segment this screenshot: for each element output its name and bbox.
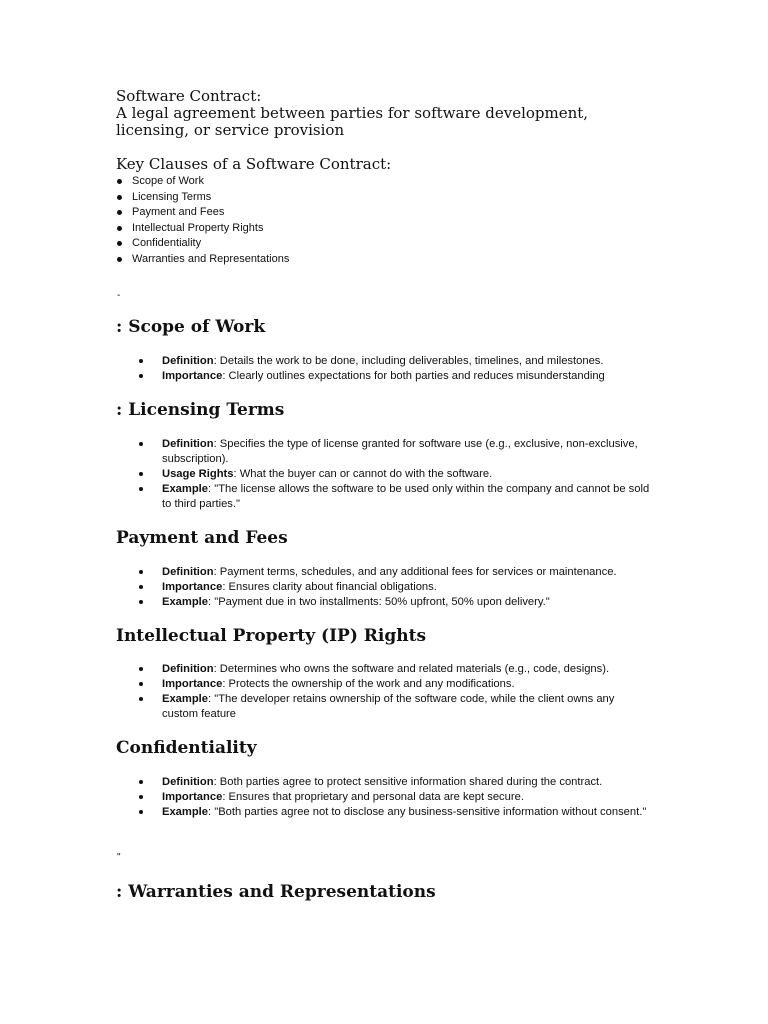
item-text: : Clearly outlines expectations for both parties and reduces misunderstanding [222,370,605,382]
section-heading-intellectual-property: Intellectual Property (IP) Rights [116,626,427,646]
item-label: Definition [162,438,214,450]
section-list-intellectual-property [162,662,652,722]
item-text: : Specifies the type of license granted for software use (e.g., exclusive, non-exclusive, subscription). [162,438,638,465]
section-item [162,580,652,595]
item-label: Usage Rights [162,468,234,480]
item-text: : What the buyer can or cannot do with the software. [233,468,493,480]
key-clause-item: Warranties and Representations [116,252,289,268]
item-label: Definition [162,566,214,578]
section-item [162,662,652,677]
item-label: Definition [162,663,214,675]
section-list-payment-and-fees [162,565,652,610]
item-label: Example [162,806,209,818]
section-item [162,467,652,482]
intro-title: Software Contract: [116,87,262,105]
item-text: : Ensures that proprietary and personal data are kept secure. [222,791,524,803]
section-item [162,565,652,580]
section-heading-confidentiality: Confidentiality [116,738,257,758]
section-item [162,790,652,805]
section-item [162,595,652,610]
section-item [162,775,652,790]
section-list-confidentiality [162,775,652,820]
section-item [162,437,652,467]
item-text: : "Payment due in two installments: 50% upfront, 50% upon delivery." [208,596,550,608]
item-text: : "Both parties agree not to disclose any business-sensitive information without consent." [208,806,647,818]
item-label: Example [162,596,209,608]
key-clause-item: Payment and Fees [116,205,289,221]
item-label: Definition [162,355,214,367]
section-heading-payment-and-fees: Payment and Fees [116,528,288,548]
key-clauses-heading: Key Clauses of a Software Contract: [116,155,392,173]
key-clauses-list [116,174,289,267]
item-label: Definition [162,776,214,788]
item-label: Importance [162,370,223,382]
item-text: : Ensures clarity about financial obligations. [222,581,437,593]
section-list-scope-of-work [162,354,652,384]
item-text: : Determines who owns the software and related materials (e.g., code, designs). [213,663,610,675]
item-text: : Both parties agree to protect sensitive information shared during the contract. [213,776,603,788]
key-clause-item: Intellectual Property Rights [116,221,289,237]
section-item [162,692,652,722]
item-text: : "The developer retains ownership of the software code, while the client owns any custom feature [162,693,615,720]
section-item [162,805,652,820]
intro-description-line-2: licensing, or service provision [116,121,345,139]
key-clause-item: Confidentiality [116,236,289,252]
section-heading-warranties: : Warranties and Representations [116,882,436,902]
item-label: Example [162,693,209,705]
intro-block [116,88,588,139]
stray-quote-mark: " [117,852,121,863]
section-heading-scope-of-work: : Scope of Work [116,317,266,337]
key-clause-item: Scope of Work [116,174,289,190]
item-label: Importance [162,581,223,593]
key-clause-item: Licensing Terms [116,190,289,206]
item-text: : Details the work to be done, including deliverables, timelines, and milestones. [213,355,604,367]
section-item [162,369,652,384]
section-list-licensing-terms [162,437,652,512]
section-item [162,354,652,369]
item-label: Importance [162,791,223,803]
section-item [162,482,652,512]
stray-dash: - [117,290,121,301]
item-text: : "The license allows the software to be used only within the company and cannot be sold to third parties." [162,483,650,510]
item-text: : Payment terms, schedules, and any additional fees for services or maintenance. [213,566,617,578]
section-heading-licensing-terms: : Licensing Terms [116,400,285,420]
item-label: Importance [162,678,223,690]
intro-description-line-1: A legal agreement between parties for software development, [116,104,589,122]
section-item [162,677,652,692]
item-label: Example [162,483,209,495]
item-text: : Protects the ownership of the work and any modifications. [222,678,515,690]
